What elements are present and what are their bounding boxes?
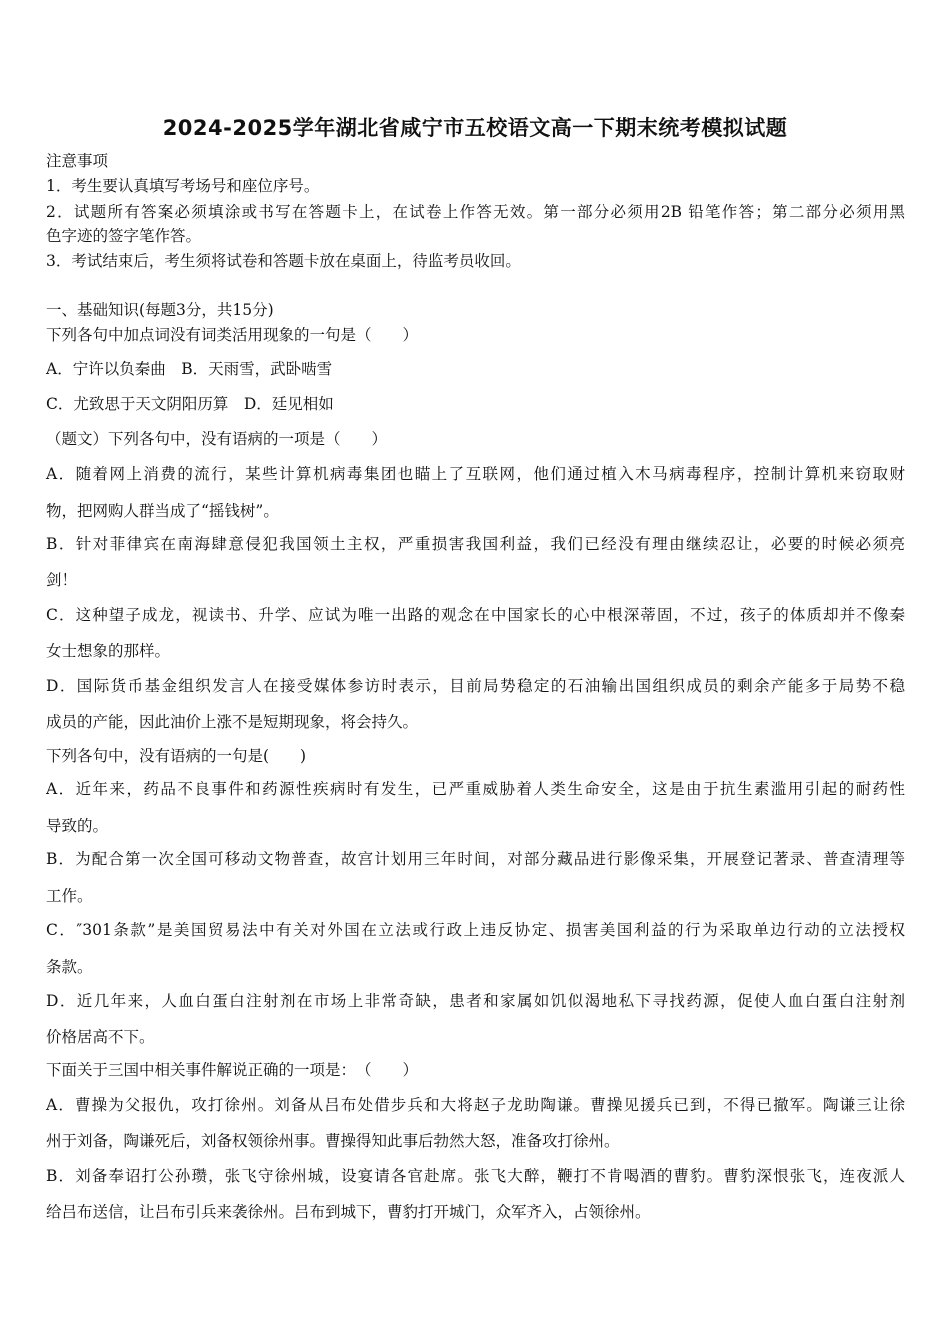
question-2-option-c-cont: 女士想象的那样。 [46, 642, 171, 660]
question-3-option-a-cont: 导致的。 [46, 817, 109, 835]
question-3-option-b-cont: 工作。 [46, 887, 93, 905]
document-title: 2024-2025学年湖北省咸宁市五校语文高一下期末统考模拟试题 [162, 116, 788, 140]
section-heading: 一、基础知识(每题3分，共15分) [46, 301, 274, 319]
question-4-option-a-cont: 州于刘备，陶谦死后，刘备权领徐州事。曹操得知此事后勃然大怒，准备攻打徐州。 [46, 1132, 620, 1150]
question-4-stem: 下面关于三国中相关事件解说正确的一项是： （ ） [46, 1061, 419, 1079]
question-3-option-d-cont: 价格居高不下。 [46, 1028, 155, 1046]
question-3-option-d: D．近几年来，人血白蛋白注射剂在市场上非常奇缺，患者和家属如饥似渴地私下寻找药源，促使人血白蛋白注射剂 [46, 992, 905, 1010]
question-2-stem: （题文）下列各句中，没有语病的一项是（ ） [46, 430, 388, 448]
question-2-option-b-cont: 剑！ [46, 571, 78, 589]
question-3-option-c: C．″301条款”是美国贸易法中有关对外国在立法或行政上违反协定、损害美国利益的行为采取单边行动的立法授权 [46, 921, 905, 939]
question-1-stem: 下列各句中加点词没有词类活用现象的一句是（ ） [46, 326, 419, 344]
question-2-option-b: B．针对菲律宾在南海肆意侵犯我国领土主权，严重损害我国利益，我们已经没有理由继续忍让，必要的时候必须亮 [46, 535, 905, 553]
question-4-option-b: B．刘备奉诏打公孙瓒，张飞守徐州城，设宴请各官赴席。张飞大醉，鞭打不肯喝酒的曹豹。曹豹深恨张飞，连夜派人 [46, 1167, 905, 1185]
notice-item-3: 3．考试结束后，考生须将试卷和答题卡放在桌面上，待监考员收回。 [46, 252, 521, 270]
notice-item-1: 1．考生要认真填写考场号和座位序号。 [46, 177, 320, 195]
question-3-option-b: B．为配合第一次全国可移动文物普查，故宫计划用三年时间，对部分藏品进行影像采集，开展登记著录、普查清理等 [46, 850, 905, 868]
notice-heading: 注意事项 [46, 152, 109, 170]
question-2-option-d-cont: 成员的产能，因此油价上涨不是短期现象，将会持久。 [46, 713, 419, 731]
notice-item-2: 2．试题所有答案必须填涂或书写在答题卡上，在试卷上作答无效。第一部分必须用2B 铅笔作答；第二部分必须用黑 [46, 203, 905, 221]
question-1-options-ab: A．宁许以负秦曲 B．天雨雪，武卧啮雪 [46, 360, 333, 378]
question-4-option-a: A．曹操为父报仇，攻打徐州。刘备从吕布处借步兵和大将赵子龙助陶谦。曹操见援兵已到，不得已撤军。陶谦三让徐 [46, 1096, 905, 1114]
question-1-options-cd: C．尤致思于天文阴阳历算 D．廷见相如 [46, 395, 334, 413]
question-4-option-b-cont: 给吕布送信，让吕布引兵来袭徐州。吕布到城下，曹豹打开城门，众军齐入，占领徐州。 [46, 1203, 651, 1221]
question-3-option-c-cont: 条款。 [46, 958, 93, 976]
question-2-option-c: C．这种望子成龙，视读书、升学、应试为唯一出路的观念在中国家长的心中根深蒂固，不过，孩子的体质却并不像秦 [46, 606, 905, 624]
notice-item-2-cont: 色字迹的签字笔作答。 [46, 227, 202, 245]
question-2-option-d: D．国际货币基金组织发言人在接受媒体参访时表示，目前局势稳定的石油输出国组织成员的剩余产能多于局势不稳 [46, 677, 905, 695]
question-3-stem: 下列各句中，没有语病的一句是( ) [46, 747, 307, 765]
question-3-option-a: A．近年来，药品不良事件和药源性疾病时有发生，已严重威胁着人类生命安全，这是由于抗生素滥用引起的耐药性 [46, 780, 905, 798]
question-2-option-a-cont: 物，把网购人群当成了“摇钱树”。 [46, 502, 279, 520]
question-2-option-a: A．随着网上消费的流行，某些计算机病毒集团也瞄上了互联网，他们通过植入木马病毒程序，控制计算机来窃取财 [46, 465, 905, 483]
